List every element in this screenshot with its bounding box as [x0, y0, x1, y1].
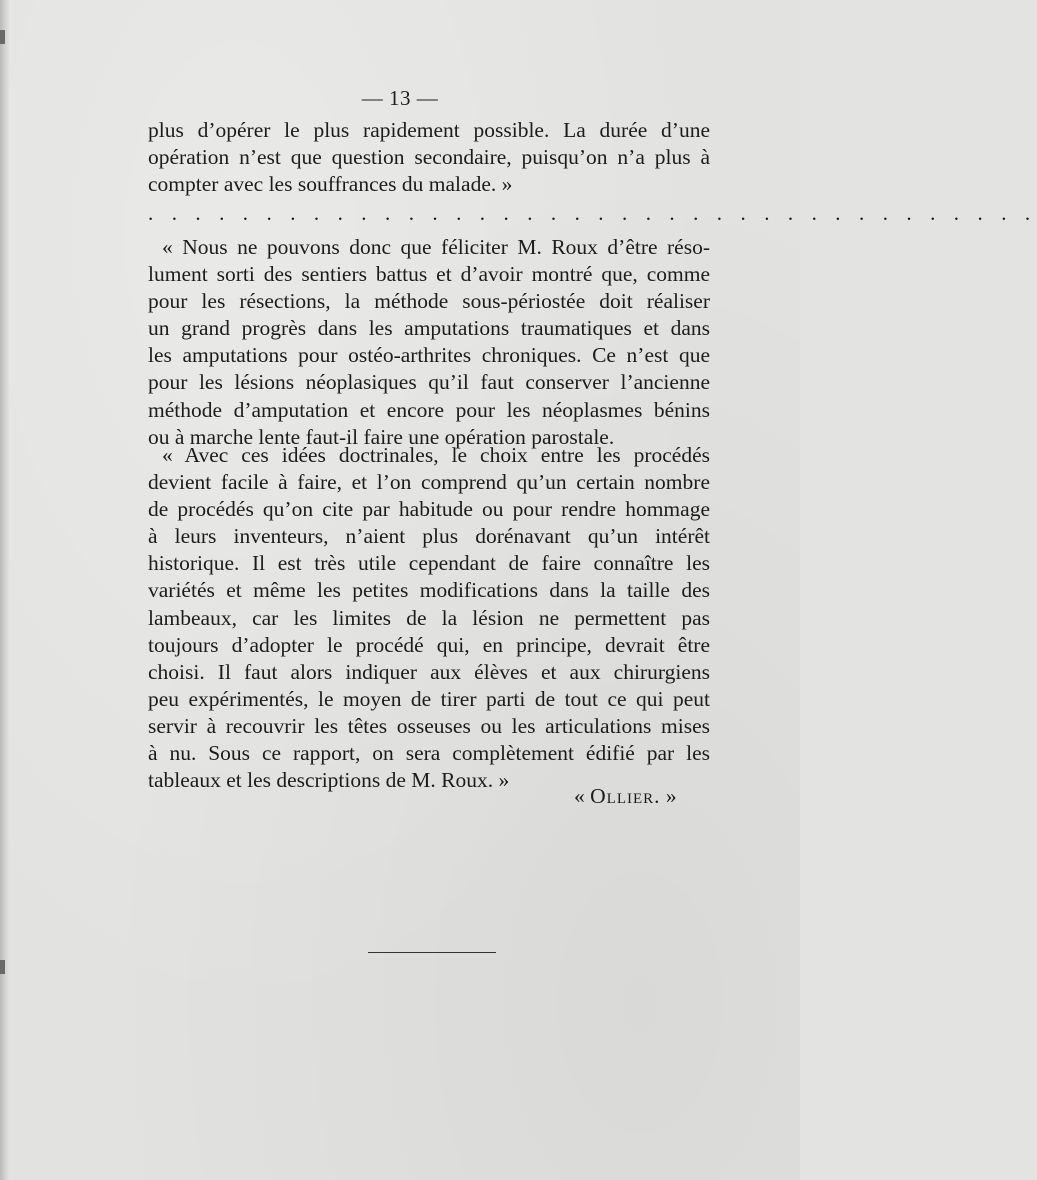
signature	[574, 784, 677, 809]
text-line: les amputations pour ostéo-arthrites chroniques. Ce n’est que	[148, 343, 710, 368]
text-line: plus d’opérer le plus rapidement possible. La durée d’une	[148, 118, 710, 142]
text-line: compter avec les souffrances du malade. »	[148, 172, 513, 197]
binding-mark	[0, 30, 5, 44]
text-line: à nu. Sous ce rapport, on sera complètement édifié par les	[148, 741, 710, 766]
text-line: « Avec ces idées doctrinales, le choix entre les procédés	[162, 443, 710, 467]
signature-name: Ollier.	[590, 784, 661, 808]
page-number: — 13 —	[361, 86, 439, 110]
text-line: méthode d’amputation et encore pour les néoplasmes bénins	[148, 397, 710, 422]
end-rule	[368, 952, 496, 953]
signature-open-quote: «	[574, 784, 585, 808]
paragraph-continuation	[148, 117, 710, 198]
text-line: choisi. Il faut alors indiquer aux élèves et aux chirurgiens	[148, 659, 710, 684]
signature-close-quote: »	[665, 784, 677, 808]
text-line: pour les lésions néoplasiques qu’il faut conserver l’ancienne	[148, 370, 710, 395]
ellipsis-row: . . . . . . . . . . . . . . . . . . . . . . . . . . . . . . . . . . . . . .	[148, 201, 1037, 225]
text-line: lument sorti des sentiers battus et d’avoir montré que, comme	[148, 262, 710, 287]
text-line: devient facile à faire, et l’on comprend qu’un certain nombre	[148, 470, 710, 495]
text-line: « Nous ne pouvons donc que féliciter M. Roux d’être réso-	[162, 235, 710, 259]
text-line: servir à recouvrir les têtes osseuses ou les articulations mises	[148, 713, 710, 738]
text-line: ou à marche lente faut-il faire une opération parostale.	[148, 424, 615, 449]
text-line: de procédés qu’on cite par habitude ou pour rendre hommage	[148, 497, 710, 522]
text-line: variétés et même les petites modifications dans la taille des	[148, 578, 710, 603]
text-line: pour les résections, la méthode sous-périostée doit réaliser	[148, 289, 710, 314]
binding-edge	[0, 0, 9, 1180]
paragraph-quote-1	[148, 234, 710, 451]
text-line: à leurs inventeurs, n’aient plus dorénavant qu’un intérêt	[148, 524, 710, 549]
text-line: tableaux et les descriptions de M. Roux. »	[148, 768, 510, 793]
text-line: opération n’est que question secondaire, puisqu’on n’a plus à	[148, 145, 710, 170]
text-line: peu expérimentés, le moyen de tirer parti de tout ce qui peut	[148, 686, 710, 711]
paragraph-quote-2	[148, 442, 710, 794]
text-line: lambeaux, car les limites de la lésion ne permettent pas	[148, 605, 710, 630]
binding-mark	[0, 960, 5, 974]
text-line: historique. Il est très utile cependant de faire connaître les	[148, 551, 710, 576]
text-line: un grand progrès dans les amputations traumatiques et dans	[148, 316, 710, 341]
text-line: toujours d’adopter le procédé qui, en principe, devrait être	[148, 632, 710, 657]
